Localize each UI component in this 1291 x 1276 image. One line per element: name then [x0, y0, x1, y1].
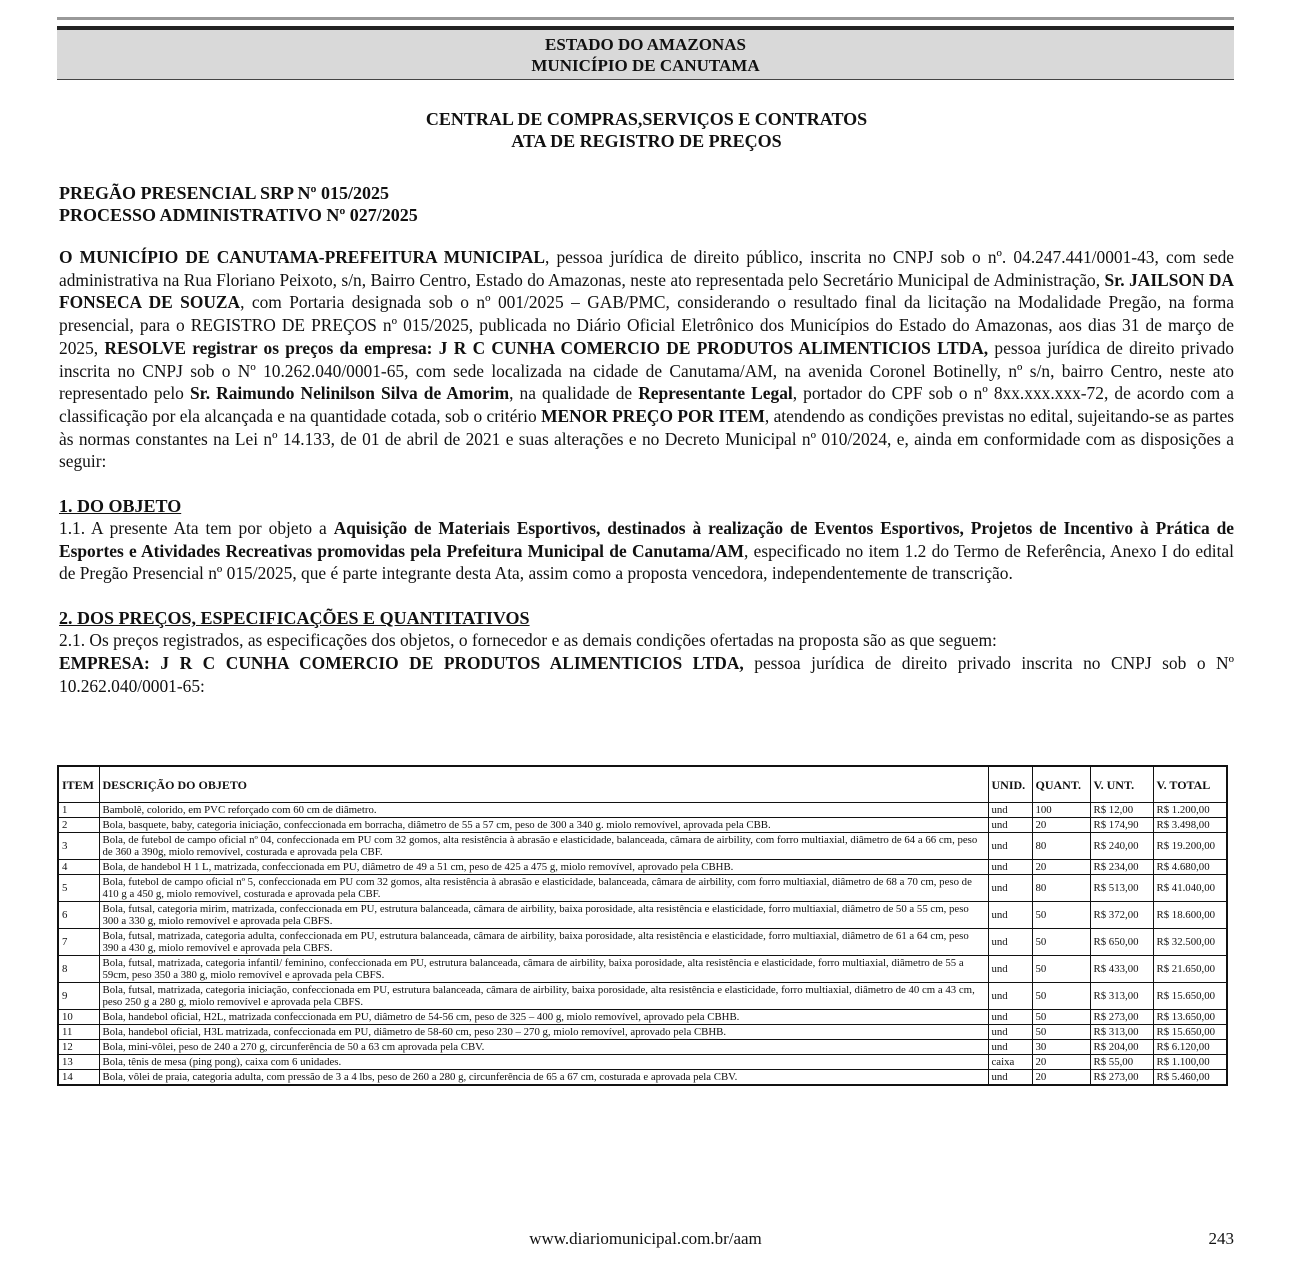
cell-quantity: 20	[1032, 860, 1090, 875]
cell-description: Bola, futebol de campo oficial nº 5, confeccionada em PU com 32 gomos, alta resistência à abrasão e elasticidade, balanceada, câmara de airbility, com forro multiaxial, diâmetro de 68 a 70 cm, peso de 410 g a 450 g, miolo removível, costurada e aprovada pela CBF.	[99, 875, 988, 902]
cell-total: R$ 18.600,00	[1153, 902, 1227, 929]
process-block	[59, 182, 1234, 226]
cell-total: R$ 1.200,00	[1153, 803, 1227, 818]
cell-unit: und	[988, 818, 1032, 833]
table-row	[58, 983, 1227, 1010]
cell-total: R$ 41.040,00	[1153, 875, 1227, 902]
cell-item: 11	[58, 1025, 99, 1040]
cell-quantity: 80	[1032, 833, 1090, 860]
cell-item: 12	[58, 1040, 99, 1055]
cell-unit: und	[988, 1010, 1032, 1025]
cell-quantity: 50	[1032, 929, 1090, 956]
cell-unit-price: R$ 12,00	[1090, 803, 1153, 818]
cell-unit-price: R$ 55,00	[1090, 1055, 1153, 1070]
cell-description: Bola, de handebol H 1 L, matrizada, confeccionada em PU, diâmetro de 49 a 51 cm, peso de 425 a 475 g, miolo removível, aprovado pela CBHB.	[99, 860, 988, 875]
section1-paragraph: 1.1. A presente Ata tem por objeto a Aquisição de Materiais Esportivos, destinados à realização de Eventos Esportivos, Projetos de Incentivo à Prática de Esportes e Atividades Recreativas promovidas pela Prefeitura Municipal de Canutama/AM, especificado no item 1.2 do Termo de Referência, Anexo I do edital de Pregão Presencial nº 015/2025, que é parte integrante desta Ata, assim como a proposta vencedora, independentemente de transcrição.	[59, 518, 1234, 584]
cell-unit: und	[988, 983, 1032, 1010]
cell-quantity: 50	[1032, 1010, 1090, 1025]
cell-item: 14	[58, 1070, 99, 1086]
cell-unit-price: R$ 273,00	[1090, 1010, 1153, 1025]
header-unit: UNID.	[988, 766, 1032, 803]
cell-description: Bola, futsal, matrizada, categoria adulta, confeccionada em PU, estrutura balanceada, câmara de airbility, baixa porosidade, alta resistência e elasticidade, forro multiaxial, diâmetro de 61 a 64 cm, peso 390 a 430 g, miolo removível e aprovada pela CBFS.	[99, 929, 988, 956]
page-number: 243	[1208, 1229, 1234, 1248]
cell-quantity: 80	[1032, 875, 1090, 902]
table-header-row	[58, 766, 1227, 803]
cell-item: 4	[58, 860, 99, 875]
cell-description: Bola, handebol oficial, H3L matrizada, confeccionada em PU, diâmetro de 58-60 cm, peso 230 – 270 g, miolo removível, aprovado pela CBHB.	[99, 1025, 988, 1040]
cell-total: R$ 1.100,00	[1153, 1055, 1227, 1070]
cell-unit: und	[988, 803, 1032, 818]
table-row	[58, 818, 1227, 833]
central-title: CENTRAL DE COMPRAS,SERVIÇOS E CONTRATOS	[425, 109, 868, 129]
cell-description: Bola, basquete, baby, categoria iniciação, confeccionada em borracha, diâmetro de 55 a 57 cm, peso de 300 a 340 g. miolo removível, aprovada pela CBB.	[99, 818, 988, 833]
cell-unit: und	[988, 929, 1032, 956]
cell-quantity: 50	[1032, 983, 1090, 1010]
cell-quantity: 100	[1032, 803, 1090, 818]
price-table	[57, 765, 1228, 1086]
cell-description: Bambolê, colorido, em PVC reforçado com 60 cm de diâmetro.	[99, 803, 988, 818]
empresa-paragraph: EMPRESA: J R C CUNHA COMERCIO DE PRODUTOS ALIMENTICIOS LTDA, pessoa jurídica de direito privado inscrita no CNPJ sob o Nº 10.262.040/0001-65:	[59, 652, 1235, 696]
section2-heading: 2. DOS PREÇOS, ESPECIFICAÇÕES E QUANTITATIVOS	[59, 608, 530, 629]
table-row	[58, 902, 1227, 929]
cell-description: Bola, tênis de mesa (ping pong), caixa com 6 unidades.	[99, 1055, 988, 1070]
cell-unit: und	[988, 1025, 1032, 1040]
header-total: V. TOTAL	[1153, 766, 1227, 803]
cell-unit-price: R$ 273,00	[1090, 1070, 1153, 1086]
header-unit-price: V. UNT.	[1090, 766, 1153, 803]
cell-description: Bola, vôlei de praia, categoria adulta, com pressão de 3 a 4 lbs, peso de 260 a 280 g, circunferência de 65 a 67 cm, costurada e aprovada pela CBV.	[99, 1070, 988, 1086]
cell-total: R$ 4.680,00	[1153, 860, 1227, 875]
cell-total: R$ 21.650,00	[1153, 956, 1227, 983]
cell-total: R$ 15.650,00	[1153, 983, 1227, 1010]
table-row	[58, 833, 1227, 860]
cell-quantity: 30	[1032, 1040, 1090, 1055]
header-quantity: QUANT.	[1032, 766, 1090, 803]
cell-unit-price: R$ 650,00	[1090, 929, 1153, 956]
banner-state: ESTADO DO AMAZONAS	[545, 35, 746, 54]
intro-paragraph: O MUNICÍPIO DE CANUTAMA-PREFEITURA MUNICIPAL, pessoa jurídica de direito público, inscrita no CNPJ sob o nº. 04.247.441/0001-43, com sede administrativa na Rua Floriano Peixoto, s/n, Bairro Centro, Estado do Amazonas, neste ato representada pelo Secretário Municipal de Administração, Sr. JAILSON DA FONSECA DE SOUZA, com Portaria designada sob o nº 001/2025 – GAB/PMC, considerando o resultado final da licitação na Modalidade Pregão, na forma presencial, para o REGISTRO DE PREÇOS nº 015/2025, publicada no Diário Oficial Eletrônico dos Municípios do Estado do Amazonas, aos dias 31 de março de 2025, RESOLVE registrar os preços da empresa: J R C CUNHA COMERCIO DE PRODUTOS ALIMENTICIOS LTDA, pessoa jurídica de direito privado inscrita no CNPJ sob o Nº 10.262.040/0001-65, com sede localizada na cidade de Canutama/AM, na avenida Coronel Botinelly, nº s/n, bairro Centro, neste ato representado pelo Sr. Raimundo Nelinilson Silva de Amorim, na qualidade de Representante Legal, portador do CPF sob o nº 8xx.xxx.xxx-72, de acordo com a classificação por ela alcançada e na quantidade cotada, sob o critério MENOR PREÇO POR ITEM, atendendo as condições previstas no edital, sujeitando-se as partes às normas constantes na Lei nº 14.133, de 01 de abril de 2021 e suas alterações e no Decreto Municipal nº 010/2024, e, ainda em conformidade com as disposições a seguir:	[59, 247, 1235, 472]
cell-description: Bola, futsal, matrizada, categoria iniciação, confeccionada em PU, estrutura balanceada, câmara de airbility, baixa porosidade, alta resistência e elasticidade, forro multiaxial, diâmetro de 40 cm a 43 cm, peso 250 g a 280 g, miolo removível e aprovada pela CBFS.	[99, 983, 988, 1010]
cell-quantity: 20	[1032, 818, 1090, 833]
state-banner	[57, 26, 1234, 80]
table-row	[58, 929, 1227, 956]
cell-item: 8	[58, 956, 99, 983]
section1-heading: 1. DO OBJETO	[59, 496, 182, 517]
cell-unit-price: R$ 313,00	[1090, 1025, 1153, 1040]
cell-item: 10	[58, 1010, 99, 1025]
cell-item: 13	[58, 1055, 99, 1070]
cell-description: Bola, de futebol de campo oficial nº 04, confeccionada em PU com 32 gomos, alta resistência à abrasão e elasticidade, balanceada, câmara de airbility, com forro multiaxial, diâmetro de 64 a 66 cm, peso de 360 a 390g, miolo removível, costurada e aprovada pela CBF.	[99, 833, 988, 860]
processo-number: PROCESSO ADMINISTRATIVO Nº 027/2025	[59, 205, 418, 225]
cell-unit: und	[988, 860, 1032, 875]
cell-quantity: 20	[1032, 1070, 1090, 1086]
table-body	[58, 803, 1227, 1086]
table-row	[58, 1025, 1227, 1040]
cell-item: 2	[58, 818, 99, 833]
header-item: ITEM	[58, 766, 99, 803]
table-row	[58, 1040, 1227, 1055]
banner-municipality: MUNICÍPIO DE CANUTAMA	[531, 56, 760, 75]
cell-unit: und	[988, 956, 1032, 983]
cell-description: Bola, handebol oficial, H2L, matrizada confeccionada em PU, diâmetro de 54-56 cm, peso de 325 – 400 g, miolo removível, aprovado pela CBHB.	[99, 1010, 988, 1025]
document-titles	[59, 108, 1234, 152]
cell-unit-price: R$ 313,00	[1090, 983, 1153, 1010]
cell-quantity: 50	[1032, 1025, 1090, 1040]
cell-unit: und	[988, 833, 1032, 860]
table-row	[58, 1055, 1227, 1070]
pregao-number: PREGÃO PRESENCIAL SRP Nº 015/2025	[59, 183, 389, 203]
cell-unit-price: R$ 513,00	[1090, 875, 1153, 902]
cell-description: Bola, mini-vôlei, peso de 240 a 270 g, circunferência de 50 a 63 cm aprovada pela CBV.	[99, 1040, 988, 1055]
header-description: DESCRIÇÃO DO OBJETO	[99, 766, 988, 803]
cell-total: R$ 6.120,00	[1153, 1040, 1227, 1055]
cell-total: R$ 13.650,00	[1153, 1010, 1227, 1025]
cell-description: Bola, futsal, matrizada, categoria infantil/ feminino, confeccionada em PU, estrutura balanceada, câmara de airbility, baixa porosidade, alta resistência e elasticidade, forro multiaxial, diâmetro de 55 a 59cm, peso 350 a 380 g, miolo removível e aprovada pela CBFS.	[99, 956, 988, 983]
cell-total: R$ 32.500,00	[1153, 929, 1227, 956]
cell-unit: und	[988, 902, 1032, 929]
cell-unit-price: R$ 234,00	[1090, 860, 1153, 875]
cell-unit: und	[988, 1040, 1032, 1055]
cell-unit: und	[988, 875, 1032, 902]
cell-item: 5	[58, 875, 99, 902]
cell-quantity: 50	[1032, 956, 1090, 983]
top-rule	[57, 17, 1234, 20]
cell-unit-price: R$ 433,00	[1090, 956, 1153, 983]
cell-total: R$ 19.200,00	[1153, 833, 1227, 860]
table-row	[58, 1070, 1227, 1086]
cell-quantity: 50	[1032, 902, 1090, 929]
cell-unit-price: R$ 204,00	[1090, 1040, 1153, 1055]
cell-unit-price: R$ 240,00	[1090, 833, 1153, 860]
cell-unit-price: R$ 174,90	[1090, 818, 1153, 833]
cell-total: R$ 15.650,00	[1153, 1025, 1227, 1040]
cell-description: Bola, futsal, categoria mirim, matrizada, confeccionada em PU, estrutura balanceada, câmara de airbility, baixa porosidade, alta resistência e elasticidade, forro multiaxial, diâmetro de 50 a 55 cm, peso 300 a 330 g, miolo removível e aprovada pela CBFS.	[99, 902, 988, 929]
cell-item: 3	[58, 833, 99, 860]
table-row	[58, 860, 1227, 875]
cell-quantity: 20	[1032, 1055, 1090, 1070]
cell-unit: und	[988, 1070, 1032, 1086]
cell-item: 6	[58, 902, 99, 929]
footer-url: www.diariomunicipal.com.br/aam	[529, 1229, 762, 1248]
cell-unit: caixa	[988, 1055, 1032, 1070]
cell-item: 7	[58, 929, 99, 956]
cell-unit-price: R$ 372,00	[1090, 902, 1153, 929]
table-row	[58, 875, 1227, 902]
section2-paragraph: 2.1. Os preços registrados, as especificações dos objetos, o fornecedor e as demais condições ofertadas na proposta são as que seguem:	[59, 630, 997, 651]
document-body	[59, 108, 1234, 697]
cell-item: 1	[58, 803, 99, 818]
cell-total: R$ 5.460,00	[1153, 1070, 1227, 1086]
ata-title: ATA DE REGISTRO DE PREÇOS	[511, 131, 782, 151]
table-row	[58, 803, 1227, 818]
table-row	[58, 1010, 1227, 1025]
cell-total: R$ 3.498,00	[1153, 818, 1227, 833]
cell-item: 9	[58, 983, 99, 1010]
table-row	[58, 956, 1227, 983]
